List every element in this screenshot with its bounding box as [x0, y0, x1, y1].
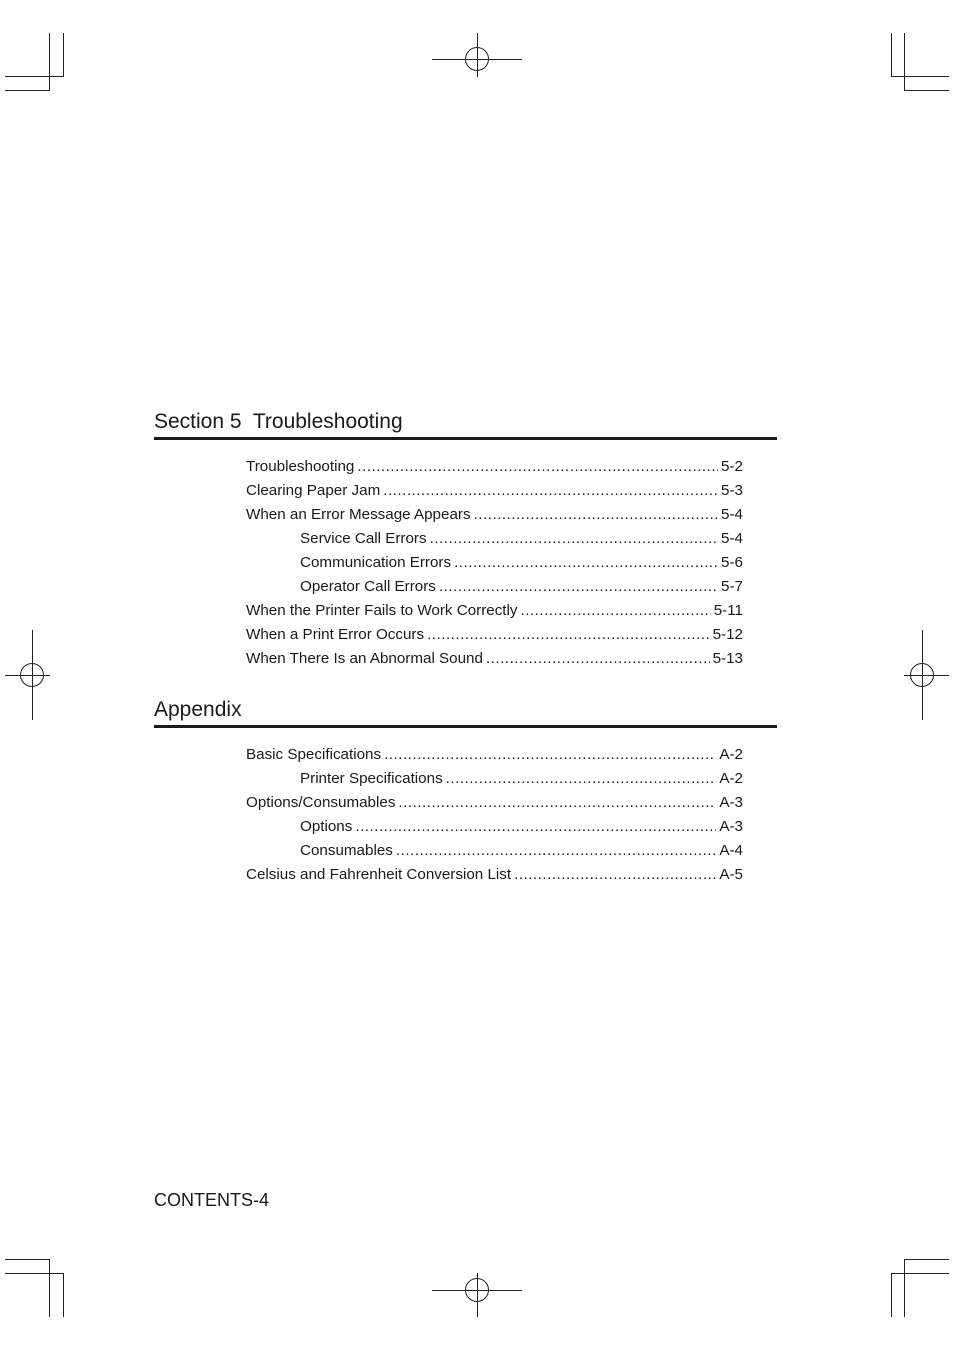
toc-section-appendix: [154, 698, 777, 883]
registration-mark: [465, 47, 489, 71]
toc-entry-page: 5-2: [721, 457, 743, 475]
crop-mark: [891, 33, 892, 77]
toc-subentry[interactable]: [246, 526, 743, 550]
toc-entry-page: A-4: [719, 841, 743, 859]
toc-entry-page: 5-13: [712, 649, 743, 667]
toc-entry-page: 5-4: [721, 505, 743, 523]
toc-entry-title: Celsius and Fahrenheit Conversion List: [246, 865, 512, 883]
toc-entry-title: When a Print Error Occurs: [246, 625, 425, 643]
section-heading: Appendix: [154, 698, 777, 728]
crop-mark: [49, 33, 50, 91]
toc-entry-page: A-5: [719, 865, 743, 883]
toc-entry[interactable]: [246, 742, 743, 766]
crop-mark: [63, 1273, 64, 1317]
toc-entry-title: When the Printer Fails to Work Correctly: [246, 601, 518, 619]
toc-subentry[interactable]: [246, 838, 743, 862]
toc-subentry[interactable]: [246, 814, 743, 838]
dot-leader: [357, 458, 718, 475]
toc-entry-page: A-2: [719, 769, 743, 787]
toc-entry-page: 5-4: [721, 529, 743, 547]
registration-mark: [910, 663, 934, 687]
toc-entry-page: 5-3: [721, 481, 743, 499]
toc-entry[interactable]: [246, 790, 743, 814]
toc-entry-page: 5-7: [721, 577, 743, 595]
toc-entry[interactable]: [246, 598, 743, 622]
toc-subentry[interactable]: [246, 550, 743, 574]
toc-entry[interactable]: [246, 454, 743, 478]
toc-entry-title: Consumables: [300, 841, 393, 859]
toc-list: [246, 454, 743, 670]
toc-subentry[interactable]: [246, 574, 743, 598]
dot-leader: [384, 746, 716, 763]
registration-mark: [465, 1278, 489, 1302]
toc-entry-page: 5-6: [721, 553, 743, 571]
crop-mark: [63, 33, 64, 77]
toc-entry[interactable]: [246, 478, 743, 502]
page-number: CONTENTS-4: [154, 1190, 270, 1210]
toc-entry-page: A-2: [719, 745, 743, 763]
crop-mark: [904, 33, 905, 91]
crop-mark: [904, 90, 949, 91]
toc-entry-title: Troubleshooting: [246, 457, 355, 475]
toc-entry-title: Operator Call Errors: [300, 577, 436, 595]
dot-leader: [396, 842, 716, 859]
toc-list: [246, 742, 743, 886]
toc-entry[interactable]: [246, 862, 743, 886]
toc-section-troubleshooting: [154, 410, 777, 667]
toc-entry-title: When an Error Message Appears: [246, 505, 471, 523]
crop-mark: [5, 1273, 63, 1274]
toc-entry[interactable]: [246, 502, 743, 526]
dot-leader: [486, 650, 710, 667]
toc-entry-title: Options: [300, 817, 353, 835]
toc-subentry[interactable]: [246, 766, 743, 790]
dot-leader: [520, 602, 710, 619]
toc-entry-title: Service Call Errors: [300, 529, 427, 547]
toc-entry-title: Clearing Paper Jam: [246, 481, 381, 499]
toc-entry-title: Basic Specifications: [246, 745, 382, 763]
toc-entry[interactable]: [246, 646, 743, 670]
toc-entry-page: A-3: [719, 817, 743, 835]
dot-leader: [355, 818, 716, 835]
crop-mark: [49, 1259, 50, 1317]
section-heading: Section 5 Troubleshooting: [154, 410, 777, 440]
dot-leader: [398, 794, 716, 811]
crop-mark: [891, 1273, 892, 1317]
toc-entry-page: 5-12: [712, 625, 743, 643]
crop-mark: [5, 90, 50, 91]
dot-leader: [454, 554, 718, 571]
crop-mark: [5, 1259, 50, 1260]
crop-mark: [891, 76, 949, 77]
crop-mark: [5, 76, 63, 77]
toc-entry-page: 5-11: [713, 601, 743, 619]
registration-mark: [20, 663, 44, 687]
dot-leader: [383, 482, 718, 499]
dot-leader: [430, 530, 718, 547]
toc-entry-title: Printer Specifications: [300, 769, 443, 787]
dot-leader: [439, 578, 718, 595]
toc-entry[interactable]: [246, 622, 743, 646]
toc-entry-page: A-3: [719, 793, 743, 811]
toc-entry-title: Options/Consumables: [246, 793, 396, 811]
dot-leader: [446, 770, 717, 787]
crop-mark: [904, 1259, 905, 1317]
dot-leader: [427, 626, 710, 643]
dot-leader: [474, 506, 718, 523]
crop-mark: [904, 1259, 949, 1260]
dot-leader: [514, 866, 716, 883]
crop-mark: [891, 1273, 949, 1274]
toc-entry-title: When There Is an Abnormal Sound: [246, 649, 483, 667]
toc-entry-title: Communication Errors: [300, 553, 452, 571]
